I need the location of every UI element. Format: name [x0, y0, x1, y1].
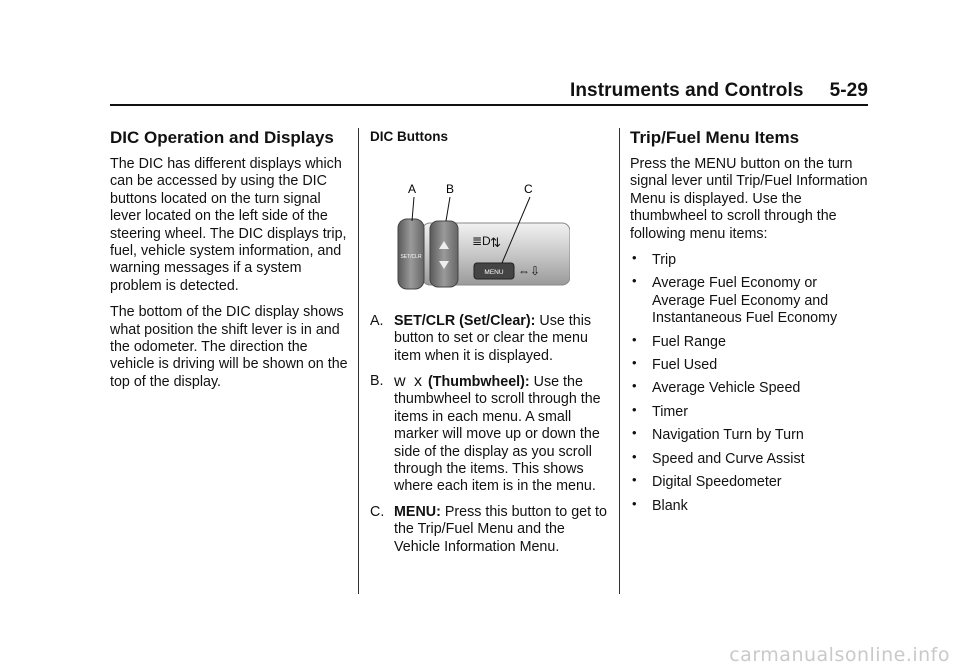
header-rule	[110, 104, 868, 106]
page-header	[110, 80, 868, 102]
list-item: • Timer	[630, 404, 870, 421]
headlamp-icon: ≣D	[472, 234, 491, 249]
callout-b: B	[446, 182, 455, 197]
list-item: • Fuel Range	[630, 334, 870, 351]
button-description-b: B. w x (Thumbwheel): Use the thumbwheel to scroll through the items in each menu. A small marker will move up or down the side of the display as you scroll through the items. This shows where each item is in the menu.	[370, 373, 601, 495]
svg-text:MENU: MENU	[484, 269, 504, 277]
set-clr-text: SET/CLR	[400, 254, 422, 261]
list-item: • Trip	[630, 252, 870, 269]
section-heading: DIC Operation and Displays	[110, 128, 334, 147]
page-number: 5-29	[829, 80, 868, 101]
list-item: • Navigation Turn by Turn	[630, 427, 870, 444]
section-heading: Trip/Fuel Menu Items	[630, 128, 800, 147]
paragraph: Press the MENU button on the turn signal lever until Trip/Fuel Information Menu is displayed. Use the thumbwheel to scroll through the following menu items:	[630, 156, 868, 242]
button-description-c: C. MENU: Press this button to get to the Trip/Fuel Menu and the Vehicle Information Menu.	[370, 503, 607, 555]
callout-c: C	[524, 182, 533, 197]
list-item: • Blank	[630, 498, 870, 515]
list-item: • Average Fuel Economy or Average Fuel Economy and Instantaneous Fuel Economy	[630, 275, 870, 327]
callout-a: A	[408, 182, 417, 197]
list-item: • Fuel Used	[630, 357, 870, 374]
thumbwheel-graphic	[430, 221, 458, 287]
section-title: Instruments and Controls	[569, 80, 804, 101]
column-trip-fuel-menu	[630, 128, 870, 521]
column-dic-operation	[110, 128, 350, 400]
menu-items-list	[630, 252, 870, 515]
dic-buttons-illustration	[390, 175, 570, 295]
updown-arrows-icon: ⇅	[490, 235, 501, 251]
list-item: • Speed and Curve Assist	[630, 451, 870, 468]
column-divider-2	[619, 128, 620, 594]
thumbwheel-arrows-icon: w x	[394, 373, 424, 391]
turn-signal-icon: ⇔⇩	[518, 264, 541, 279]
list-item: • Average Vehicle Speed	[630, 380, 870, 397]
list-item: • Digital Speedometer	[630, 474, 870, 491]
subsection-heading: DIC Buttons	[370, 129, 448, 144]
button-description-a: A. SET/CLR (Set/Clear): Use this button to set or clear the menu item when it is displayed.	[370, 312, 592, 364]
watermark: carmanualsonline.info	[729, 644, 950, 666]
paragraph: The DIC has different displays which can be accessed by using the DIC buttons located on the turn signal lever located on the left side of the steering wheel. The DIC displays trip, fuel, vehicle system information, and warning messages if a system problem is detected.	[110, 156, 347, 294]
column-divider-1	[358, 128, 359, 594]
paragraph: The bottom of the DIC display shows what position the shift lever is in and the odometer. The direction the vehicle is driving will be shown on the top of the display.	[110, 304, 348, 390]
column-dic-buttons	[370, 128, 610, 564]
